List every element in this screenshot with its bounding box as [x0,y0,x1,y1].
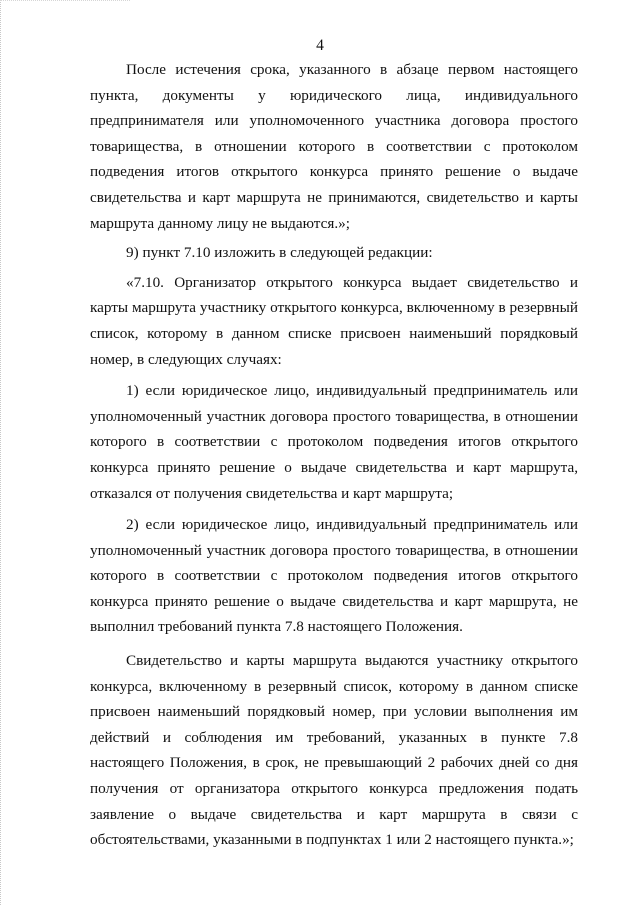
document-body [90,57,578,853]
paragraph-case-2: 2) если юридическое лицо, индивидуальный предприниматель или уполномоченный участник договора простого товарищества, в отношении которого в соответствии с протоколом подведения итогов открытого конкурса принято решение о выдаче свидетельства и карт маршрута, не выполнил требований пункта 7.8 настоящего Положения. [90,516,578,636]
page-number: 4 [316,37,324,54]
paragraph-case-1: 1) если юридическое лицо, индивидуальный предприниматель или уполномоченный участник договора простого товарищества, в отношении которого в соответствии с протоколом подведения итогов открытого конкурса принято решение о выдаче свидетельства и карт маршрута, отказался от получения свидетельства и карт маршрута; [90,382,578,502]
scan-edge-top [0,0,130,2]
paragraph-item-9: 9) пункт 7.10 изложить в следующей редакции: [126,244,433,262]
paragraph-issuance-conditions: Свидетельство и карты маршрута выдаются участнику открытого конкурса, включенному в резервный список, которому в данном списке присвоен наименьший порядковый номер, при условии выполнения им действий и соблюдения им требований, указанных в пункте 7.8 настоящего Положения, в срок, не превышающий 2 рабочих дней со дня получения от организатора открытого конкурса предложения подать заявление о выдаче свидетельства и карт маршрута в связи с обстоятельствами, указанными в подпунктах 1 или 2 настоящего пункта.»; [90,652,578,849]
paragraph-deadline-expiry: После истечения срока, указанного в абзаце первом настоящего пункта, документы у юридического лица, индивидуального предпринимателя или уполномоченного участника договора простого товарищества, в отношении которого в соответствии с протоколом подведения итогов открытого конкурса принято решение о выдаче свидетельства и карт маршрута не принимаются, свидетельство и карты маршрута данному лицу не выдаются.»; [90,61,578,232]
scan-edge-left [0,0,3,905]
paragraph-clause-7-10: «7.10. Организатор открытого конкурса выдает свидетельство и карты маршрута участнику открытого конкурса, включенному в резервный список, которому в данном списке присвоен наименьший порядковый номер, в следующих случаях: [90,273,578,368]
